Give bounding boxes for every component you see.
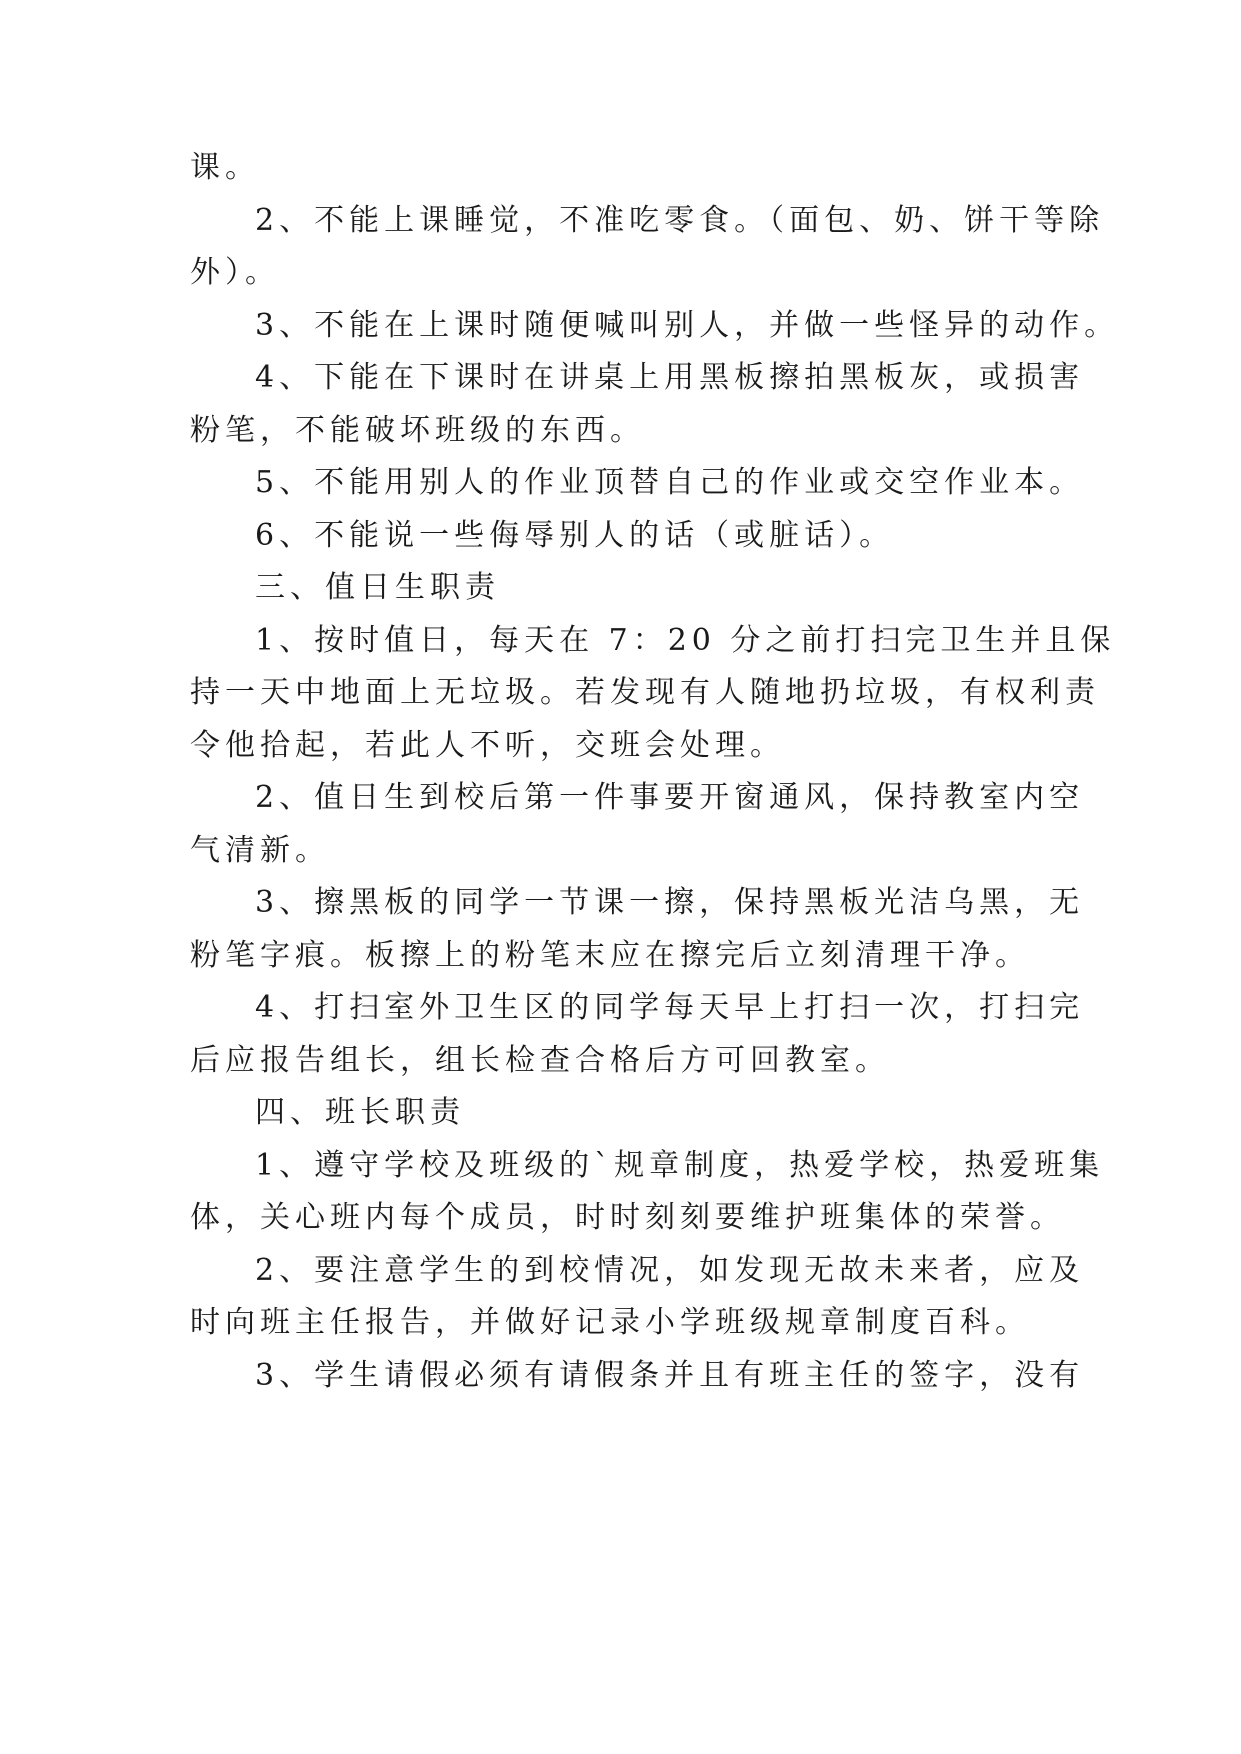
text-line: 令他拾起，若此人不听，交班会处理。 <box>190 728 785 763</box>
text-line: 外）。 <box>190 255 280 290</box>
text-line: 1、遵守学校及班级的`规章制度，热爱学校，热爱班集 <box>255 1148 1105 1183</box>
text-line: 5、不能用别人的作业顶替自己的作业或交空作业本。 <box>255 465 1085 500</box>
text-line: 2、不能上课睡觉，不准吃零食。（面包、奶、饼干等除 <box>255 203 1105 238</box>
text-line: 时向班主任报告，并做好记录小学班级规章制度百科。 <box>190 1305 1030 1340</box>
text-line: 2、要注意学生的到校情况，如发现无故未来者，应及 <box>255 1253 1085 1288</box>
text-line: 3、不能在上课时随便喊叫别人，并做一些怪异的动作。 <box>255 308 1120 343</box>
text-line: 持一天中地面上无垃圾。若发现有人随地扔垃圾，有权利责 <box>190 675 1100 710</box>
text-line: 后应报告组长，组长检查合格后方可回教室。 <box>190 1043 890 1078</box>
text-line: 粉笔，不能破坏班级的东西。 <box>190 413 645 448</box>
text-line: 体，关心班内每个成员，时时刻刻要维护班集体的荣誉。 <box>190 1200 1065 1235</box>
text-line: 粉笔字痕。板擦上的粉笔末应在擦完后立刻清理干净。 <box>190 938 1030 973</box>
section-heading: 三、值日生职责 <box>255 570 500 605</box>
text-line: 3、学生请假必须有请假条并且有班主任的签字，没有 <box>255 1358 1085 1393</box>
text-line: 3、擦黑板的同学一节课一擦，保持黑板光洁乌黑，无 <box>255 885 1085 920</box>
text-line: 气清新。 <box>190 833 330 868</box>
section-heading: 四、班长职责 <box>255 1095 465 1130</box>
text-line: 6、不能说一些侮辱别人的话（或脏话）。 <box>255 518 895 553</box>
text-line: 4、下能在下课时在讲桌上用黑板擦拍黑板灰，或损害 <box>255 360 1085 395</box>
text-line: 2、值日生到校后第一件事要开窗通风，保持教室内空 <box>255 780 1085 815</box>
text-line: 课。 <box>190 150 260 185</box>
text-line: 1、按时值日，每天在 7：20 分之前打扫完卫生并且保 <box>255 623 1116 658</box>
text-line: 4、打扫室外卫生区的同学每天早上打扫一次，打扫完 <box>255 990 1085 1025</box>
